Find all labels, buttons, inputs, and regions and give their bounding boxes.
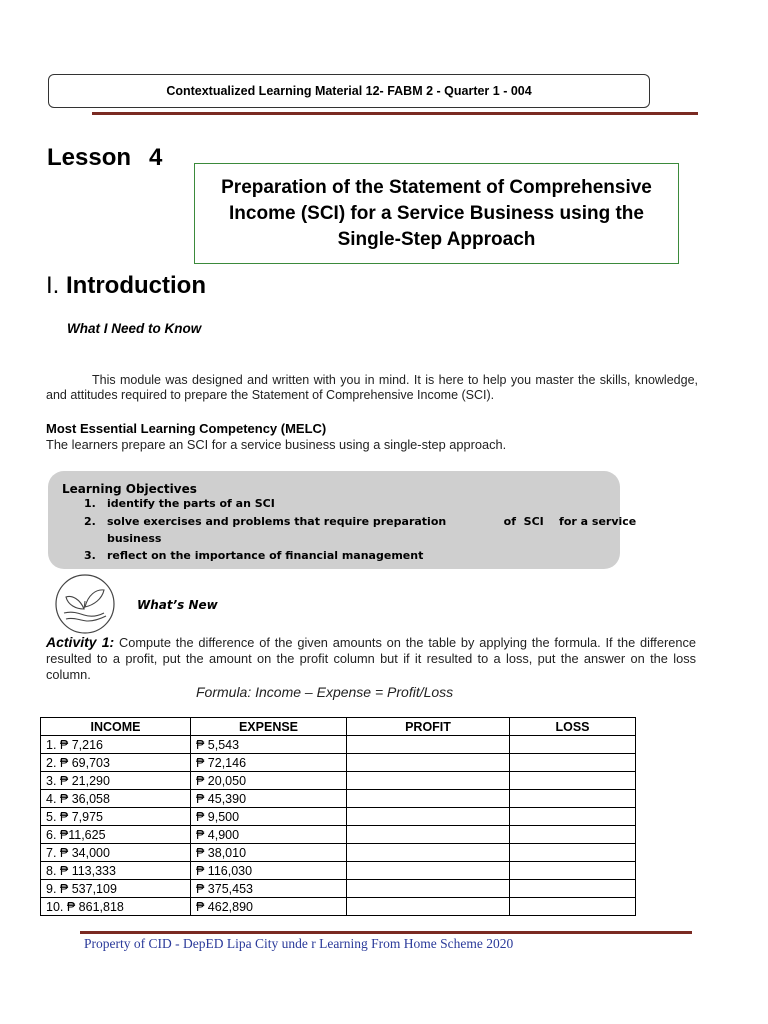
- income-cell: 9. ₱ 537,109: [41, 880, 191, 898]
- activity-label: Activity 1:: [46, 634, 115, 650]
- expense-cell: ₱ 20,050: [191, 772, 347, 790]
- objective-text: solve exercises and problems that require preparation of SCI for a service: [107, 515, 637, 528]
- expense-cell: ₱ 5,543: [191, 736, 347, 754]
- lesson-label: [47, 144, 162, 172]
- expense-cell: ₱ 45,390: [191, 790, 347, 808]
- lesson-title: Preparation of the Statement of Comprehensive Income (SCI) for a Service Business using the Single-Step Approach: [221, 176, 652, 250]
- section-heading: [46, 272, 206, 300]
- what-i-need-to-know-heading: What I Need to Know: [67, 321, 202, 336]
- table-row: [41, 790, 636, 808]
- loss-cell[interactable]: [510, 898, 636, 916]
- expense-cell: ₱ 116,030: [191, 862, 347, 880]
- formula-text: Formula: Income – Expense = Profit/Loss: [196, 684, 454, 700]
- objective-text-continued: business: [107, 532, 162, 545]
- expense-cell: ₱ 375,453: [191, 880, 347, 898]
- loss-header: LOSS: [510, 718, 636, 736]
- hand-leaf-icon: [54, 573, 116, 635]
- income-cell: 6. ₱11,625: [41, 826, 191, 844]
- loss-cell[interactable]: [510, 808, 636, 826]
- profit-cell[interactable]: [347, 898, 510, 916]
- lesson-word: Lesson: [47, 144, 132, 171]
- whats-new-heading: What’s New: [137, 598, 218, 612]
- profit-cell[interactable]: [347, 736, 510, 754]
- loss-cell[interactable]: [510, 826, 636, 844]
- objective-text: reflect on the importance of financial management: [107, 549, 424, 562]
- income-cell: 10. ₱ 861,818: [41, 898, 191, 916]
- income-header: INCOME: [41, 718, 191, 736]
- profit-cell[interactable]: [347, 880, 510, 898]
- melc-title: Most Essential Learning Competency (MELC): [46, 421, 327, 436]
- profit-cell[interactable]: [347, 772, 510, 790]
- profit-cell[interactable]: [347, 844, 510, 862]
- table-row: [41, 844, 636, 862]
- header-divider: [92, 112, 698, 115]
- income-cell: 7. ₱ 34,000: [41, 844, 191, 862]
- profit-cell[interactable]: [347, 862, 510, 880]
- income-cell: 5. ₱ 7,975: [41, 808, 191, 826]
- table-row: [41, 772, 636, 790]
- expense-cell: ₱ 38,010: [191, 844, 347, 862]
- profit-cell[interactable]: [347, 808, 510, 826]
- objective-text: identify the parts of an SCI: [107, 497, 275, 510]
- table-row: [41, 826, 636, 844]
- loss-cell[interactable]: [510, 862, 636, 880]
- loss-cell[interactable]: [510, 736, 636, 754]
- expense-header: EXPENSE: [191, 718, 347, 736]
- profit-cell[interactable]: [347, 790, 510, 808]
- section-title: Introduction: [66, 272, 206, 299]
- loss-cell[interactable]: [510, 754, 636, 772]
- module-header-title: Contextualized Learning Material 12- FABM 2 - Quarter 1 - 004: [166, 84, 532, 98]
- lesson-title-box: [194, 163, 679, 264]
- expense-cell: ₱ 462,890: [191, 898, 347, 916]
- intro-paragraph: [46, 373, 698, 403]
- module-header: [48, 74, 650, 108]
- table-row: [41, 736, 636, 754]
- objective-number: 2.: [84, 515, 96, 528]
- expense-cell: ₱ 9,500: [191, 808, 347, 826]
- income-cell: 2. ₱ 69,703: [41, 754, 191, 772]
- profit-header: PROFIT: [347, 718, 510, 736]
- loss-cell[interactable]: [510, 880, 636, 898]
- section-numeral: I.: [46, 272, 60, 299]
- table-row: [41, 754, 636, 772]
- profit-cell[interactable]: [347, 826, 510, 844]
- activity-text: Compute the difference of the given amounts on the table by applying the formula. If the difference resulted to a profit, put the amount on the profit column but if it resulted to a loss, put the answer on the loss column.: [46, 635, 696, 682]
- expense-cell: ₱ 72,146: [191, 754, 347, 772]
- income-cell: 4. ₱ 36,058: [41, 790, 191, 808]
- learning-objectives-title: Learning Objectives: [62, 482, 197, 496]
- intro-text: This module was designed and written with you in mind. It is here to help you master the skills, knowledge, and attitudes required to prepare the Statement of Comprehensive Income (SCI).: [46, 373, 698, 402]
- loss-cell[interactable]: [510, 790, 636, 808]
- objective-number: 3.: [84, 549, 96, 562]
- footer-divider: [80, 931, 692, 934]
- profit-cell[interactable]: [347, 754, 510, 772]
- table-row: [41, 862, 636, 880]
- objective-number: 1.: [84, 497, 96, 510]
- income-cell: 3. ₱ 21,290: [41, 772, 191, 790]
- activity-instructions: [46, 634, 696, 683]
- loss-cell[interactable]: [510, 772, 636, 790]
- income-cell: 1. ₱ 7,216: [41, 736, 191, 754]
- income-expense-table: [40, 717, 636, 916]
- expense-cell: ₱ 4,900: [191, 826, 347, 844]
- table-row: [41, 898, 636, 916]
- loss-cell[interactable]: [510, 844, 636, 862]
- table-row: [41, 808, 636, 826]
- table-row: [41, 880, 636, 898]
- table-header-row: [41, 718, 636, 736]
- lesson-number: 4: [149, 144, 163, 171]
- footer-text: Property of CID - DepED Lipa City unde r Learning From Home Scheme 2020: [84, 936, 514, 951]
- income-cell: 8. ₱ 113,333: [41, 862, 191, 880]
- melc-text: The learners prepare an SCI for a service business using a single-step approach.: [46, 437, 507, 452]
